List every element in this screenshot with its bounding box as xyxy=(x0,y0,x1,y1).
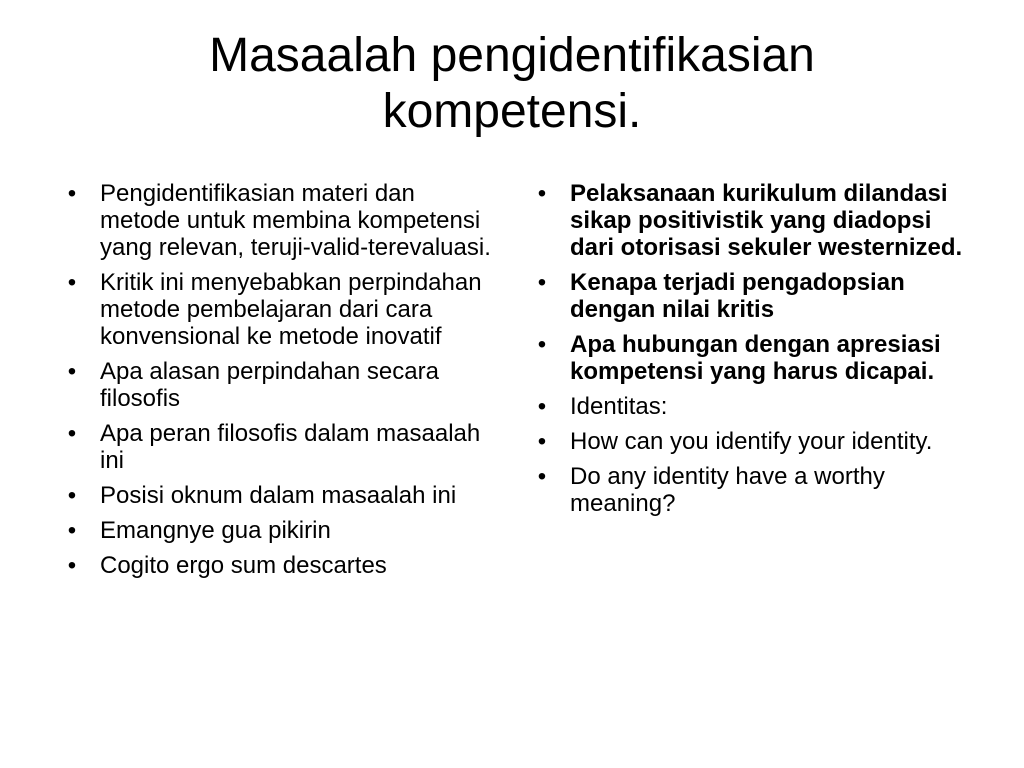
bullet-icon: • xyxy=(537,393,547,420)
bullet-icon: • xyxy=(537,331,547,358)
right-list-item xyxy=(532,393,972,420)
right-list-item-text: How can you identify your identity. xyxy=(570,428,933,455)
left-list-item-text: Cogito ergo sum descartes xyxy=(100,552,387,579)
slide-title-line-2: kompetensi. xyxy=(382,85,642,138)
left-list-item-text: Apa alasan perpindahan secara filosofis xyxy=(100,358,439,412)
left-list-item xyxy=(62,180,492,261)
right-list-item xyxy=(532,463,972,517)
left-list-item xyxy=(62,552,492,579)
right-list-item xyxy=(532,269,972,323)
right-list-item xyxy=(532,180,972,261)
right-list-item-text: Kenapa terjadi pengadopsian dengan nilai kritis xyxy=(570,269,905,323)
slide-title-line-1: Masaalah pengidentifikasian xyxy=(209,29,815,82)
left-list-item-text: Emangnye gua pikirin xyxy=(100,517,331,544)
right-list-item-text: Pelaksanaan kurikulum dilandasi sikap positivistik yang diadopsi dari otorisasi sekuler westernized. xyxy=(570,180,963,261)
right-list-item-text: Apa hubungan dengan apresiasi kompetensi yang harus dicapai. xyxy=(570,331,941,385)
left-list-item xyxy=(62,420,492,474)
bullet-icon: • xyxy=(67,420,77,447)
bullet-icon: • xyxy=(67,517,77,544)
left-list-item xyxy=(62,517,492,544)
right-list-item xyxy=(532,331,972,385)
left-list-item-text: Posisi oknum dalam masaalah ini xyxy=(100,482,457,509)
bullet-icon: • xyxy=(537,428,547,455)
right-list-item-text: Do any identity have a worthy meaning? xyxy=(570,463,885,517)
left-list-item-text: Pengidentifikasian materi dan metode untuk membina kompetensi yang relevan, teruji-valid-terevaluasi. xyxy=(100,180,491,261)
right-bullet-list xyxy=(532,180,972,525)
left-bullet-list xyxy=(62,180,492,587)
left-list-item xyxy=(62,482,492,509)
bullet-icon: • xyxy=(67,269,77,296)
bullet-icon: • xyxy=(67,358,77,385)
bullet-icon: • xyxy=(537,180,547,207)
left-list-item xyxy=(62,358,492,412)
bullet-icon: • xyxy=(67,482,77,509)
bullet-icon: • xyxy=(537,269,547,296)
slide-title xyxy=(60,28,964,140)
right-list-item-text: Identitas: xyxy=(570,393,668,420)
left-list-item-text: Kritik ini menyebabkan perpindahan metode pembelajaran dari cara konvensional ke metode inovatif xyxy=(100,269,482,350)
right-list-item xyxy=(532,428,972,455)
bullet-icon: • xyxy=(67,552,77,579)
left-list-item-text: Apa peran filosofis dalam masaalah ini xyxy=(100,420,481,474)
bullet-icon: • xyxy=(537,463,547,490)
left-list-item xyxy=(62,269,492,350)
bullet-icon: • xyxy=(67,180,77,207)
